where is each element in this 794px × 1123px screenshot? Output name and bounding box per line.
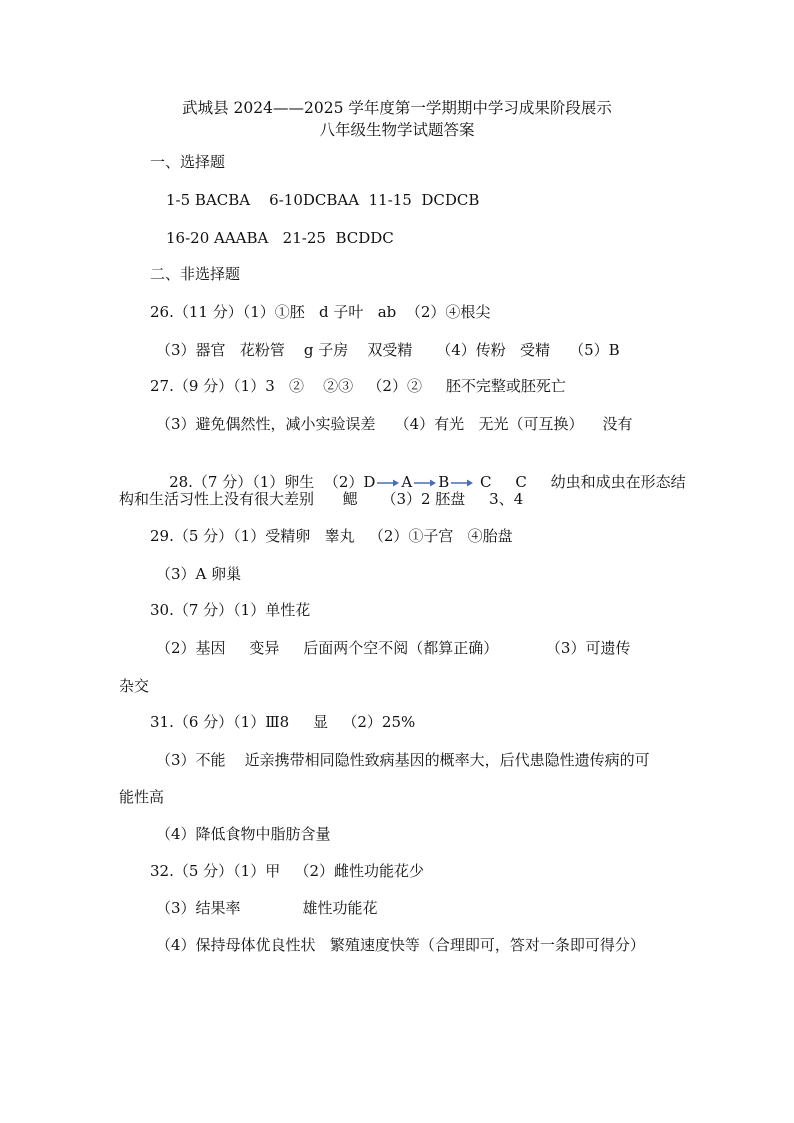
choice-answers-row-2: 16-20 AAABA 21-25 BCDDC [166, 229, 394, 247]
q29-line-2: （3）A 卵巢 [156, 565, 242, 583]
q26-line-2: （3）器官 花粉管 g 子房 双受精 （4）传粉 受精 （5）B [156, 341, 620, 359]
document-subtitle: 八年级生物学试题答案 [319, 121, 475, 139]
q30-line-1: 30.（7 分）（1）单性花 [150, 601, 311, 619]
q32-line-1: 32.（5 分）（1）甲 （2）雌性功能花少 [150, 862, 425, 880]
q28-node-b: B [438, 473, 450, 491]
q28-prefix: 28.（7 分）（1）卵生 （2）D [169, 473, 376, 491]
q26-line-1: 26.（11 分）（1）①胚 d 子叶 ab （2）④根尖 [150, 303, 491, 321]
q31-line-1: 31.（6 分）（1）Ⅲ8 显 （2）25% [150, 713, 416, 731]
q27-line-1: 27.（9 分）（1）3 ② ②③ （2）② 胚不完整或胚死亡 [150, 377, 566, 395]
arrow-right-icon [450, 478, 474, 488]
q31-line-3: 能性高 [119, 788, 165, 806]
q32-line-2: （3）结果率 雄性功能花 [156, 899, 378, 917]
q27-line-2: （3）避免偶然性，减小实验误差 （4）有光 无光（可互换） 没有 [156, 415, 633, 433]
q30-line-3: 杂交 [119, 677, 150, 695]
q28-suffix: C C 幼虫和成虫在形态结 [475, 473, 686, 491]
arrow-right-icon [376, 478, 400, 488]
arrow-right-icon [413, 478, 437, 488]
choice-answers-row-1: 1-5 BACBA 6-10DCBAA 11-15 DCDCB [166, 191, 480, 209]
q30-line-2: （2）基因 变异 后面两个空不阅（都算正确） （3）可遗传 [156, 639, 631, 657]
section-heading-nonchoice: 二、非选择题 [150, 265, 241, 283]
q31-line-2: （3）不能 近亲携带相同隐性致病基因的概率大，后代患隐性遗传病的可 [156, 751, 650, 769]
q29-line-1: 29.（5 分）（1）受精卵 睾丸 （2）①子宫 ④胎盘 [150, 527, 513, 545]
q28-line-2: 构和生活习性上没有很大差别 鳃 （3）2 胚盘 3、4 [119, 490, 524, 508]
q31-line-4: （4）降低食物中脂肪含量 [156, 825, 331, 843]
document-title: 武城县 2024——2025 学年度第一学期期中学习成果阶段展示 [182, 99, 612, 117]
q28-node-a: A [401, 473, 413, 491]
section-heading-choice: 一、选择题 [150, 153, 226, 171]
q32-line-3: （4）保持母体优良性状 繁殖速度快等（合理即可，答对一条即可得分） [156, 936, 645, 954]
